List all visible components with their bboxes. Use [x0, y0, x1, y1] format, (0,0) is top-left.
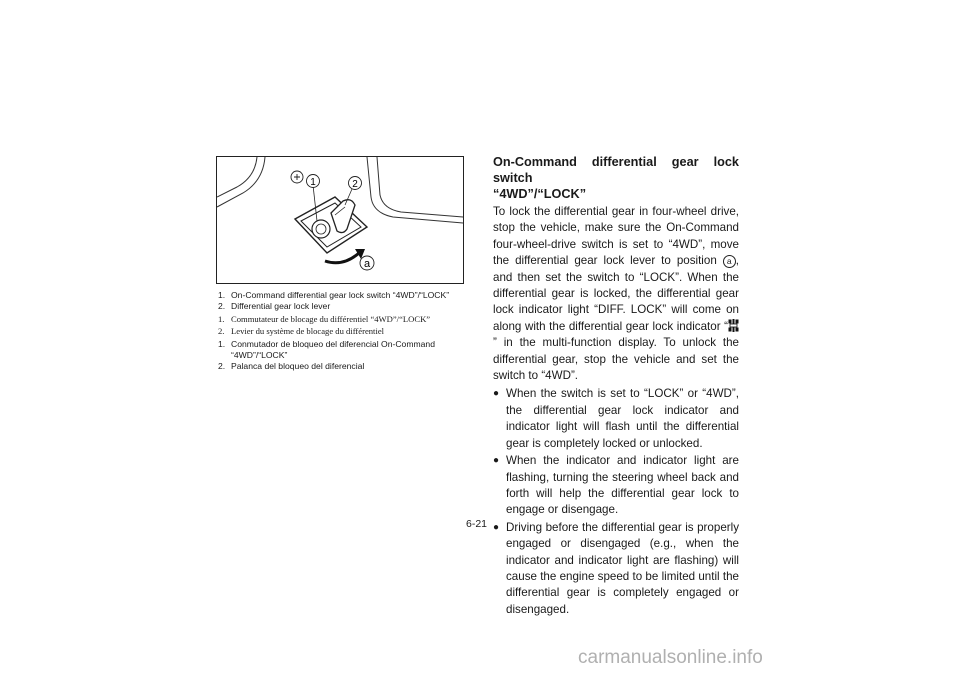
caption-item: 1. On-Command differential gear lock switch “4WD”/“LOCK” — [218, 290, 450, 300]
bullet-icon: ● — [493, 455, 500, 467]
list-item: ● Driving before the differential gear is properly engaged or disengaged (e.g., when the indicator and indicator light are flashing) will cause the engine speed to be limited until the differential gear is completely engaged or disengaged. — [493, 520, 739, 618]
figure-captions — [218, 290, 468, 374]
caption-item: 2. Levier du système de blocage du différentiel — [218, 325, 385, 336]
svg-text:a: a — [363, 258, 371, 270]
position-a-reference: a — [723, 255, 736, 268]
caption-item: 1. Conmutador de bloqueo del diferencial On-Command “4WD”/“LOCK” — [218, 338, 435, 361]
section-body — [493, 154, 739, 618]
captions-french — [218, 314, 468, 336]
intro-paragraph: To lock the differential gear in four-wheel drive, stop the vehicle, make sure the On-Command four-wheel-drive switch is set to “4WD”, move the differential gear lock lever to position a , and then set the switch to “LOCK”. When the differential gear is locked, the differential gear lock indicator light “DIFF. LOCK” will come on along with the differential gear lock indicator “” in the multi-function display. To unlock the differential gear, stop the vehicle and set the switch to “4WD”. — [493, 205, 739, 383]
watermark: carmanualsonline.info — [578, 647, 763, 668]
captions-english — [218, 290, 468, 312]
list-item: ● When the indicator and indicator light are flashing, turning the steering wheel back and forth will help the differential gear lock to engage or disengage. — [493, 453, 739, 519]
bullet-icon: ● — [493, 388, 500, 400]
svg-text:1: 1 — [310, 177, 316, 188]
lever-illustration — [216, 156, 464, 284]
caption-item: 2. Differential gear lock lever — [218, 301, 331, 312]
callout-2 — [349, 177, 362, 191]
page-number: 6-21 — [466, 518, 488, 530]
position-a-label — [360, 256, 374, 270]
bullet-icon: ● — [493, 521, 500, 533]
captions-spanish — [218, 339, 468, 373]
list-item: ● When the switch is set to “LOCK” or “4WD”, the differential gear lock indicator and indicator light will flash until the differential gear is completely locked or unlocked. — [493, 386, 739, 452]
svg-text:2: 2 — [352, 179, 358, 190]
section-heading: On-Command differential gear lock switch “4WD”/“LOCK” — [493, 155, 739, 201]
caption-item: 1. Commutateur de blocage du différentiel “4WD”/“LOCK” — [218, 314, 431, 325]
caption-item: 2. Palanca del bloqueo del diferencial — [218, 361, 365, 372]
bullet-list — [493, 386, 739, 618]
differential-lock-icon — [728, 319, 739, 332]
callout-1 — [307, 175, 320, 189]
